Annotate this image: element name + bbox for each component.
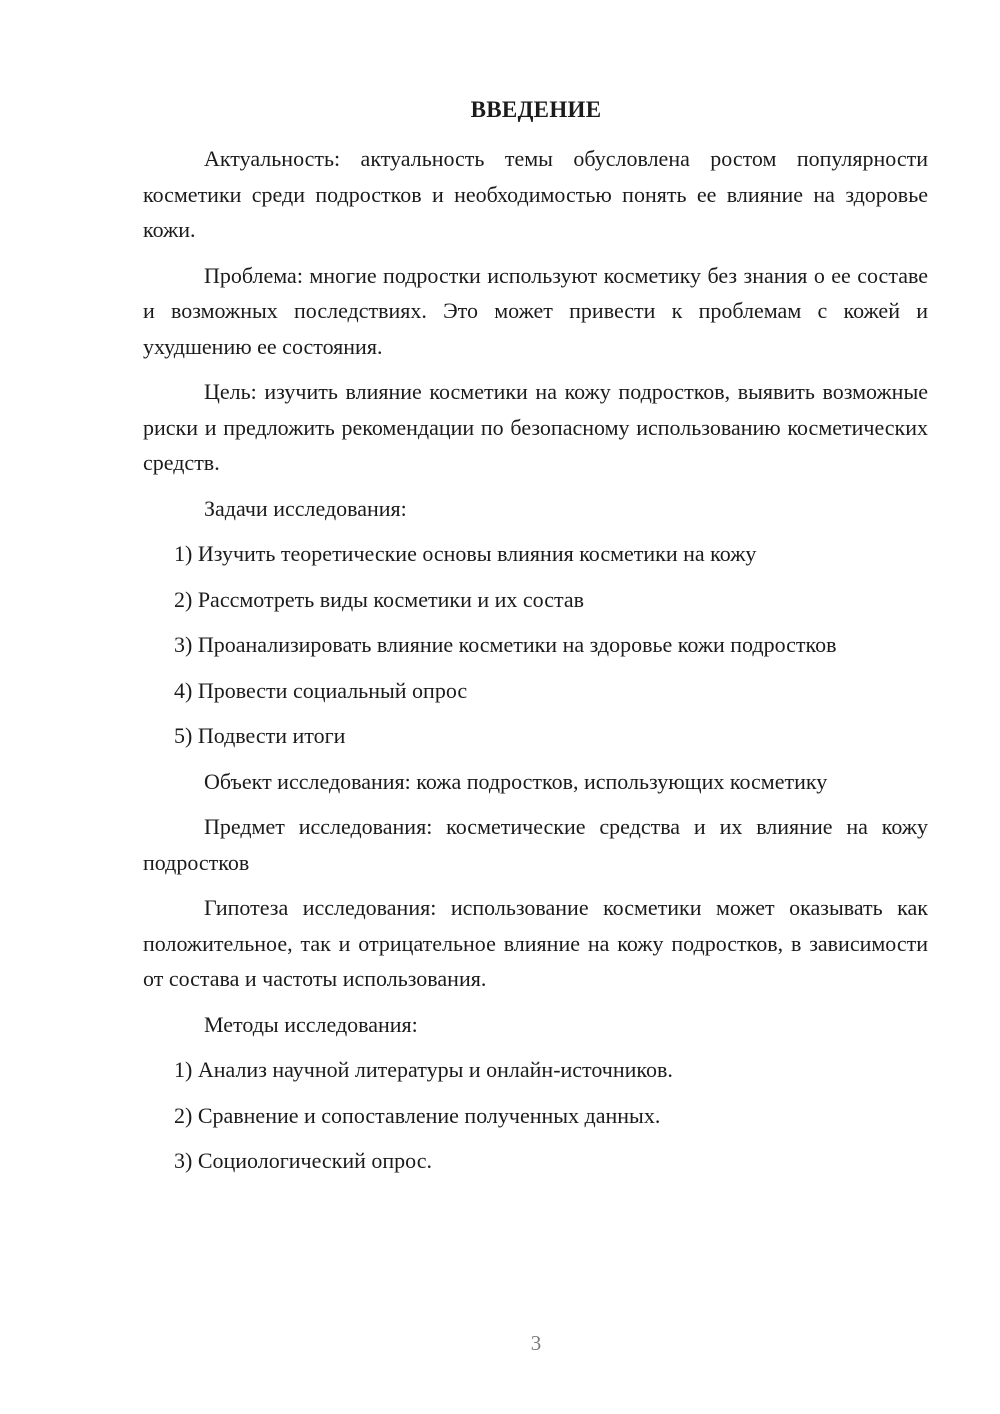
method-item: 1) Анализ научной литературы и онлайн-источников.	[174, 1057, 673, 1082]
paragraph-subject: Предмет исследования: косметические средства и их влияние на кожу подростков	[143, 814, 928, 875]
task-item: 4) Провести социальный опрос	[174, 677, 468, 703]
paragraph-problem: Проблема: многие подростки используют косметику без знания о ее составе и возможных последствиях. Это может привести к проблемам с кожей и ухудшению ее состояния.	[143, 262, 928, 359]
task-item: 1) Изучить теоретические основы влияния косметики на кожу	[174, 541, 757, 566]
tasks-heading: Задачи исследования:	[204, 495, 407, 521]
section-title: ВВЕДЕНИЕ	[470, 97, 602, 122]
document-body	[143, 141, 928, 1189]
paragraph-relevance: Актуальность: актуальность темы обусловлена ростом популярности косметики среди подростков и необходимостью понять ее влияние на здоровье кожи.	[143, 146, 928, 242]
paragraph-object: Объект исследования: кожа подростков, использующих косметику	[204, 768, 828, 794]
task-item: 5) Подвести итоги	[174, 723, 346, 748]
method-item: 3) Социологический опрос.	[174, 1148, 432, 1173]
paragraph-hypothesis: Гипотеза исследования: использование косметики может оказывать как положительное, так и отрицательное влияние на кожу подростков, в зависимости от состава и частоты использования.	[143, 895, 928, 991]
paragraph-goal: Цель: изучить влияние косметики на кожу подростков, выявить возможные риски и предложить рекомендации по безопасному использованию косметических средств.	[143, 379, 928, 475]
methods-heading: Методы исследования:	[204, 1011, 418, 1037]
task-item: 3) Проанализировать влияние косметики на здоровье кожи подростков	[174, 632, 837, 657]
method-item: 2) Сравнение и сопоставление полученных данных.	[174, 1102, 661, 1128]
page-number: 3	[530, 1331, 542, 1355]
task-item: 2) Рассмотреть виды косметики и их состав	[174, 586, 584, 612]
